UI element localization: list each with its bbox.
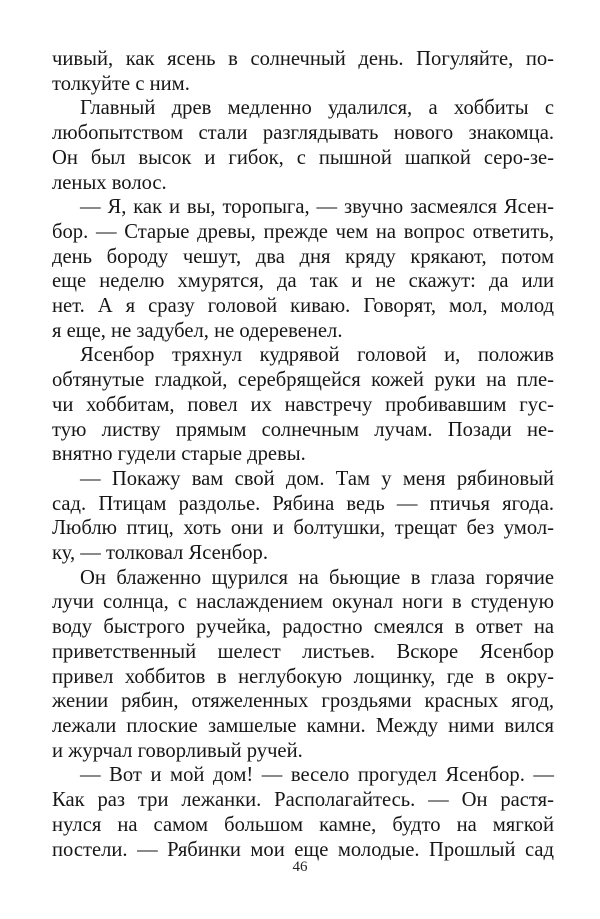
paragraph bbox=[52, 195, 554, 343]
text-line: Как раз три лежанки. Располагайтесь. — Он растя- bbox=[52, 789, 554, 812]
text-line: воду быстрого ручейка, радостно смеялся в ответ на bbox=[52, 616, 554, 639]
paragraph bbox=[52, 566, 554, 764]
text-line: Ясенбор тряхнул кудрявой головой и, положив bbox=[80, 344, 554, 367]
page-body-text bbox=[52, 47, 554, 862]
paragraph bbox=[52, 47, 554, 96]
text-line: нет. А я сразу головой киваю. Говорят, мол, молод bbox=[52, 295, 554, 318]
text-line: бор. — Старые древы, прежде чем на вопрос ответить, bbox=[52, 220, 554, 243]
paragraph bbox=[52, 763, 554, 862]
paragraph bbox=[52, 467, 554, 566]
text-line: Он блаженно щурился на бьющие в глаза горячие bbox=[80, 566, 554, 589]
text-line: внятно гудели старые древы. bbox=[52, 443, 306, 466]
text-line: Он был высок и гибок, с пышной шапкой серо-зе- bbox=[52, 146, 554, 169]
text-line: лежали плоские замшелые камни. Между ними вился bbox=[52, 714, 554, 737]
text-line: тую листву прямым солнечным лучам. Позади не- bbox=[52, 418, 554, 441]
paragraph bbox=[52, 343, 554, 467]
text-line: я еще, не задубел, не одеревенел. bbox=[52, 319, 343, 342]
text-line: день бороду чешут, два дня кряду крякают, потом bbox=[52, 245, 554, 268]
text-line: — Я, как и вы, торопыга, — звучно засмеялся Ясен- bbox=[80, 196, 554, 219]
text-line: приветственный шелест листьев. Вскоре Ясенбор bbox=[52, 640, 554, 663]
text-line: сад. Птицам раздолье. Рябина ведь — птичья ягода. bbox=[52, 492, 554, 515]
text-line: чивый, как ясень в солнечный день. Погуляйте, по- bbox=[52, 48, 554, 70]
text-line: привел хоббитов в неглубокую лощинку, где в окру- bbox=[52, 665, 554, 688]
text-line: чи хоббитам, повел их навстречу пробивавшим гус- bbox=[52, 393, 554, 416]
text-line: леных волос. bbox=[52, 171, 167, 194]
text-line: любопытством стали разглядывать нового знакомца. bbox=[52, 122, 554, 145]
text-line: — Покажу вам свой дом. Там у меня рябиновый bbox=[80, 467, 554, 490]
text-line: и журчал говорливый ручей. bbox=[52, 739, 303, 762]
text-line: обтянутые гладкой, серебрящейся кожей руки на пле- bbox=[52, 369, 554, 392]
text-line: постели. — Рябинки мои еще молодые. Прошлый сад bbox=[52, 838, 554, 861]
text-line: Главный древ медленно удалился, а хоббиты с bbox=[80, 97, 554, 120]
text-line: Люблю птиц, хоть они и болтушки, трещат без умол- bbox=[52, 517, 554, 540]
text-line: ку, — толковал Ясенбор. bbox=[52, 542, 268, 565]
paragraph bbox=[52, 96, 554, 195]
text-line: лучи солнца, с наслаждением окунал ноги в студеную bbox=[52, 591, 554, 614]
text-line: жении рябин, отяжеленных гроздьями красных ягод, bbox=[52, 690, 554, 713]
text-line: нулся на самом большом камне, будто на мягкой bbox=[52, 813, 554, 836]
text-line: еще неделю хмурятся, да так и не скажут: да или bbox=[52, 270, 554, 293]
page-number: 46 bbox=[292, 859, 308, 875]
text-line: толкуйте с ним. bbox=[52, 72, 190, 95]
text-line: — Вот и мой дом! — весело прогудел Ясенбор. — bbox=[80, 764, 554, 787]
